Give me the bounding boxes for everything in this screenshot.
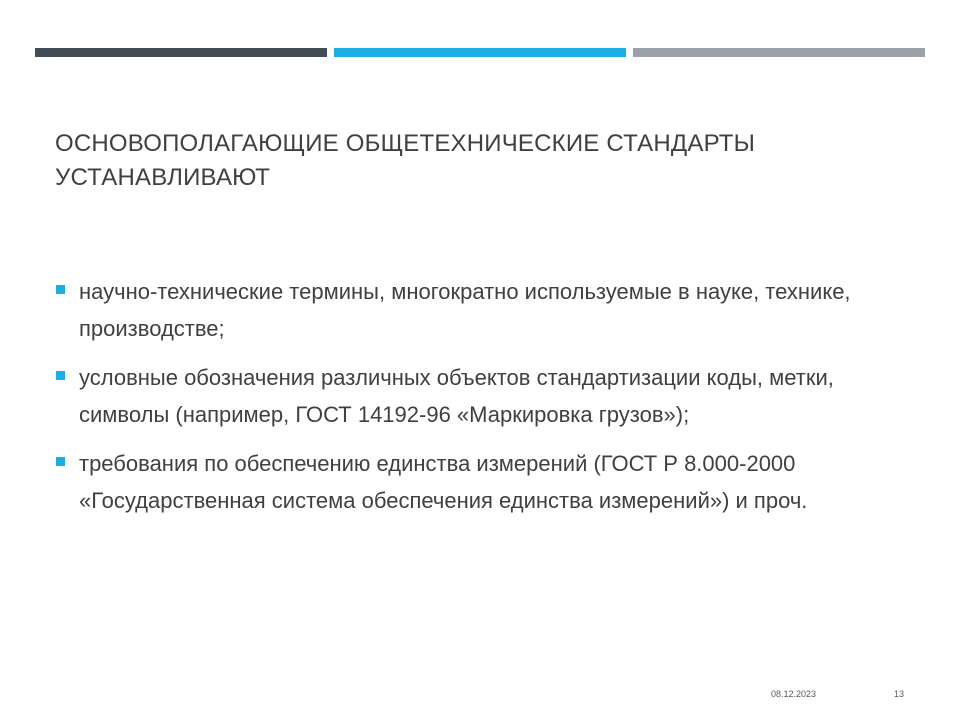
square-bullet-icon (56, 371, 65, 380)
square-bullet-icon (56, 457, 65, 466)
accent-bar-dark (35, 48, 327, 57)
bullet-text: научно-технические термины, многократно используемые в науке, технике, производстве; (79, 279, 851, 341)
bullet-list (56, 273, 906, 531)
slide-date: 08.12.2023 (771, 689, 817, 699)
list-item (56, 273, 906, 347)
bullet-text: условные обозначения различных объектов стандартизации коды, метки, символы (например, ГОСТ 14192-96 «Маркировка грузов»); (79, 365, 834, 427)
accent-bar-blue (334, 48, 626, 57)
square-bullet-icon (56, 285, 65, 294)
slide-number: 13 (894, 689, 905, 699)
slide-title: ОСНОВОПОЛАГАЮЩИЕ ОБЩЕТЕХНИЧЕСКИЕ СТАНДАРТЫ УСТАНАВЛИВАЮТ (55, 130, 756, 191)
list-item (56, 359, 906, 433)
list-item (56, 445, 906, 519)
bullet-text: требования по обеспечению единства измерений (ГОСТ Р 8.000-2000 «Государственная система обеспечения единства измерений») и проч. (79, 451, 808, 513)
accent-bar-gray (633, 48, 925, 57)
